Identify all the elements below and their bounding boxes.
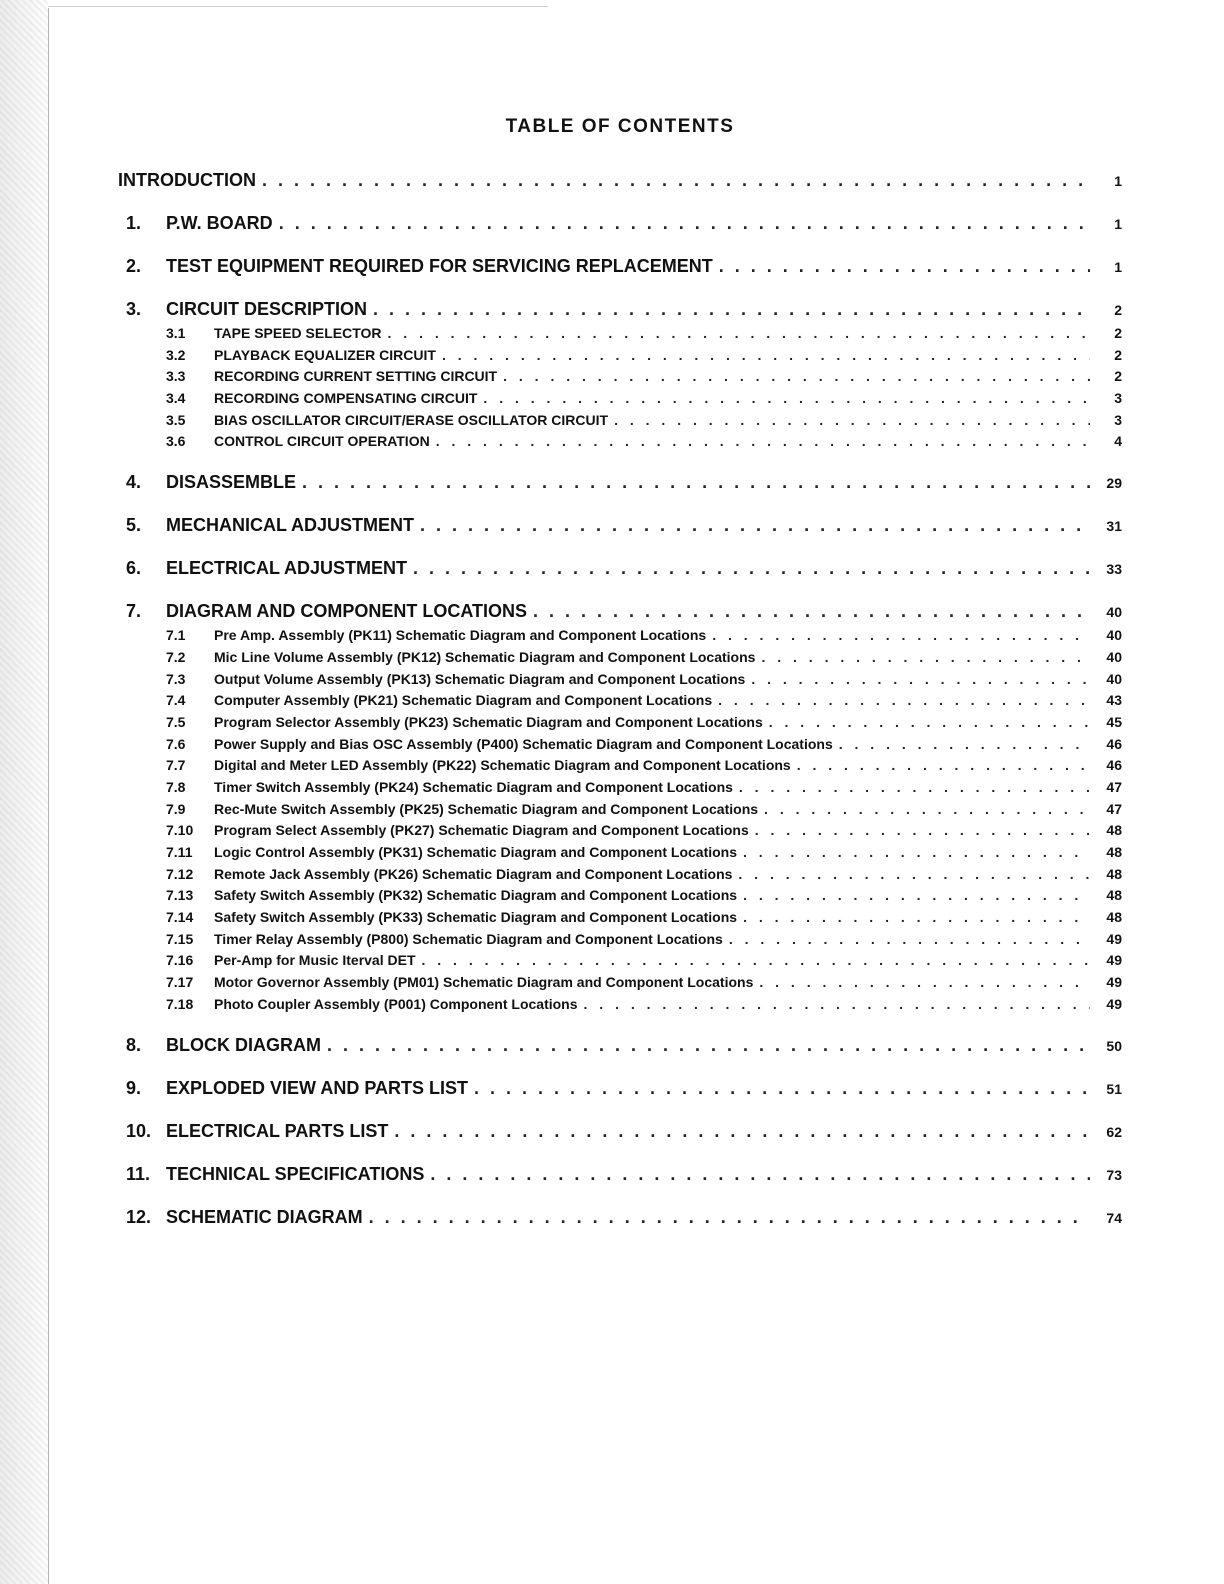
toc-subsection-row [118,777,1122,799]
section-number: 11. [126,1163,151,1184]
page-number: 47 [1106,800,1122,817]
section-title: TECHNICAL SPECIFICATIONS [166,1163,425,1184]
subsection-number: 7.9 [166,800,186,817]
section-number: 9. [126,1077,142,1098]
toc-section-row [118,295,1122,323]
toc-subsection-row [118,864,1122,886]
binding-edge [0,0,48,1584]
subsection-number: 7.15 [166,930,194,947]
dot-leader [422,950,1091,972]
subsection-number: 7.12 [166,865,194,882]
dot-leader [712,625,1090,647]
toc-section-row [118,1117,1122,1145]
subsection-title: Safety Switch Assembly (PK33) Schematic Diagram and Component Locations [214,909,738,926]
dot-leader [743,885,1090,907]
page-number: 1 [1114,259,1122,275]
toc-subsection-row [118,410,1122,432]
section-number: 3. [126,299,142,319]
dot-leader [719,252,1090,280]
page-number: 51 [1106,1080,1122,1097]
subsection-title: Rec-Mute Switch Assembly (PK25) Schematic Diagram and Component Locations [214,800,759,817]
dot-leader [584,994,1090,1016]
dot-leader [764,799,1090,821]
toc-subsection-row [118,907,1122,929]
top-edge-line [48,6,548,7]
page-number: 33 [1106,561,1122,578]
dot-leader [394,1117,1090,1145]
dot-leader [769,712,1090,734]
dot-leader [743,842,1090,864]
section-number: 10. [126,1120,152,1141]
subsection-title: Safety Switch Assembly (PK32) Schematic Diagram and Component Locations [214,887,738,904]
section-title: ELECTRICAL PARTS LIST [166,1120,389,1141]
subsection-number: 7.10 [166,822,194,839]
subsection-number: 7.7 [166,757,186,774]
page-number: 48 [1106,909,1122,926]
subsection-title: BIAS OSCILLATOR CIRCUIT/ERASE OSCILLATOR CIRCUIT [214,411,609,428]
page-number: 48 [1106,887,1122,904]
dot-leader [755,820,1090,842]
page-number: 2 [1114,302,1122,318]
dot-leader [279,209,1090,237]
page-number: 3 [1114,390,1122,407]
page-number: 40 [1106,627,1122,644]
table-of-contents [118,166,1122,1231]
subsection-number: 7.11 [166,844,193,860]
dot-leader [839,734,1090,756]
subsection-title: Program Select Assembly (PK27) Schematic Diagram and Component Locations [214,822,749,839]
subsection-number: 3.5 [166,411,186,428]
dot-leader [483,388,1090,410]
page-number: 48 [1106,844,1122,860]
page-number: 1 [1114,216,1122,232]
page-number: 46 [1106,757,1122,774]
subsection-title: Computer Assembly (PK21) Schematic Diagram and Component Locations [214,692,713,709]
subsection-number: 3.1 [166,325,186,341]
page-number: 62 [1106,1123,1122,1140]
section-number: 5. [126,515,142,536]
section-title: EXPLODED VIEW AND PARTS LIST [166,1077,469,1098]
page-number: 74 [1106,1209,1122,1226]
section-number: 6. [126,558,142,579]
toc-subsection-row [118,820,1122,842]
toc-section-row [118,511,1122,539]
toc-subsection-row [118,345,1122,367]
page-number: 2 [1114,325,1122,341]
section-title: SCHEMATIC DIAGRAM [166,1206,363,1227]
dot-leader [738,864,1090,886]
dot-leader [533,597,1090,625]
dot-leader [751,669,1090,691]
toc-subsection-row [118,842,1122,864]
subsection-title: Per-Amp for Music Iterval DET [214,952,416,969]
toc-subsection-row [118,388,1122,410]
section-title: INTRODUCTION [118,170,256,190]
page-number: 50 [1106,1037,1122,1054]
section-number: 7. [126,601,142,622]
page-number: 47 [1106,778,1122,795]
page-number: 31 [1106,518,1122,535]
toc-section-row [118,1074,1122,1102]
dot-leader [327,1031,1090,1059]
page-number: 48 [1106,865,1122,882]
toc-section-row [118,1160,1122,1188]
section-title: TEST EQUIPMENT REQUIRED FOR SERVICING REPLACEMENT [166,256,713,276]
toc-subsection-row [118,669,1122,691]
page-number: 45 [1106,713,1122,730]
toc-section-row [118,597,1122,625]
subsection-title: Output Volume Assembly (PK13) Schematic Diagram and Component Locations [214,670,746,687]
page-number: 46 [1106,735,1122,752]
subsection-title: Photo Coupler Assembly (P001) Component Locations [214,995,578,1012]
section-title: P.W. BOARD [166,213,273,233]
subsection-number: 7.1 [166,627,186,644]
toc-subsection-row [118,625,1122,647]
subsection-title: Pre Amp. Assembly (PK11) Schematic Diagram and Component Locations [214,627,707,644]
toc-subsection-row [118,431,1122,453]
dot-leader [420,511,1090,539]
toc-section-row [118,1203,1122,1231]
subsection-number: 7.4 [166,692,186,709]
toc-subsection-row [118,885,1122,907]
dot-leader [729,929,1090,951]
dot-leader [373,295,1090,323]
toc-subsection-row [118,799,1122,821]
subsection-number: 7.3 [166,670,186,687]
subsection-title: Power Supply and Bias OSC Assembly (P400) Schematic Diagram and Component Locations [214,735,833,752]
subsection-number: 7.16 [166,952,194,969]
toc-subsection-row [118,712,1122,734]
subsection-number: 7.18 [166,995,194,1012]
section-number: 8. [126,1034,142,1055]
dot-leader [262,166,1090,194]
subsection-title: Timer Switch Assembly (PK24) Schematic Diagram and Component Locations [214,778,733,795]
section-title: ELECTRICAL ADJUSTMENT [166,558,408,579]
subsection-title: RECORDING CURRENT SETTING CIRCUIT [214,368,498,385]
subsection-number: 7.14 [166,909,194,926]
subsection-number: 7.17 [166,974,194,991]
toc-subsection-row [118,647,1122,669]
page-number: 49 [1106,995,1122,1012]
subsection-number: 7.5 [166,713,186,730]
toc-section-row [118,166,1122,194]
page-number: 40 [1106,648,1122,665]
dot-leader [718,690,1090,712]
page-number: 2 [1114,368,1122,385]
dot-leader [743,907,1090,929]
page-number: 48 [1106,822,1122,839]
toc-subsection-row [118,972,1122,994]
dot-leader [759,972,1090,994]
subsection-title: Motor Governor Assembly (PM01) Schematic Diagram and Component Locations [214,974,754,991]
subsection-title: Program Selector Assembly (PK23) Schematic Diagram and Component Locations [214,713,763,730]
page-number: 43 [1106,692,1122,709]
dot-leader [388,323,1090,345]
subsection-title: TAPE SPEED SELECTOR [214,325,382,341]
subsection-title: PLAYBACK EQUALIZER CIRCUIT [214,346,436,363]
section-title: DISASSEMBLE [166,472,297,493]
page-number: 2 [1114,346,1122,363]
section-number: 1. [126,213,142,233]
page-number: 49 [1106,930,1122,947]
subsection-title: Digital and Meter LED Assembly (PK22) Schematic Diagram and Component Locations [214,757,791,774]
subsection-number: 7.2 [166,648,186,665]
section-title: DIAGRAM AND COMPONENT LOCATIONS [166,601,527,622]
subsection-number: 7.8 [166,778,186,795]
page-number: 40 [1106,670,1122,687]
subsection-number: 7.13 [166,887,194,904]
subsection-title: Mic Line Volume Assembly (PK12) Schematic Diagram and Component Locations [214,648,756,665]
dot-leader [474,1074,1090,1102]
toc-section-row [118,1031,1122,1059]
page-number: 3 [1114,411,1122,428]
subsection-number: 7.6 [166,735,186,752]
dot-leader [503,366,1090,388]
page-number: 49 [1106,952,1122,969]
dot-leader [797,755,1090,777]
section-title: CIRCUIT DESCRIPTION [166,299,368,319]
binding-line [48,8,49,1584]
dot-leader [442,345,1090,367]
subsection-number: 3.4 [166,390,186,407]
dot-leader [614,410,1090,432]
section-number: 12. [126,1206,152,1227]
subsection-title: Timer Relay Assembly (P800) Schematic Diagram and Component Locations [214,930,723,947]
toc-section-row [118,252,1122,280]
toc-subsection-row [118,323,1122,345]
page-number: 1 [1114,173,1122,189]
dot-leader [302,468,1090,496]
toc-section-row [118,554,1122,582]
subsection-number: 3.3 [166,368,186,385]
subsection-title: Logic Control Assembly (PK31) Schematic Diagram and Component Locations [214,844,738,860]
toc-subsection-row [118,994,1122,1016]
subsection-title: CONTROL CIRCUIT OPERATION [214,433,430,450]
toc-section-row [118,209,1122,237]
toc-subsection-row [118,929,1122,951]
toc-subsection-row [118,690,1122,712]
toc-subsection-row [118,734,1122,756]
dot-leader [369,1203,1090,1231]
section-title: MECHANICAL ADJUSTMENT [166,515,415,536]
dot-leader [739,777,1090,799]
subsection-number: 3.6 [166,433,186,450]
subsection-title: RECORDING COMPENSATING CIRCUIT [214,390,478,407]
dot-leader [430,1160,1090,1188]
page-number: 40 [1106,604,1122,621]
toc-subsection-row [118,950,1122,972]
page-number: 4 [1114,433,1122,450]
dot-leader [413,554,1090,582]
subsection-title: Remote Jack Assembly (PK26) Schematic Diagram and Component Locations [214,865,733,882]
section-number: 2. [126,256,142,276]
page-title: TABLE OF CONTENTS [505,116,735,137]
toc-subsection-row [118,755,1122,777]
toc-subsection-row [118,366,1122,388]
subsection-number: 3.2 [166,346,186,363]
section-title: BLOCK DIAGRAM [166,1034,321,1055]
section-number: 4. [126,472,142,493]
toc-section-row [118,468,1122,496]
page-number: 29 [1106,475,1122,492]
page-number: 49 [1106,974,1122,991]
page-number: 73 [1106,1166,1122,1183]
dot-leader [436,431,1090,453]
dot-leader [761,647,1090,669]
